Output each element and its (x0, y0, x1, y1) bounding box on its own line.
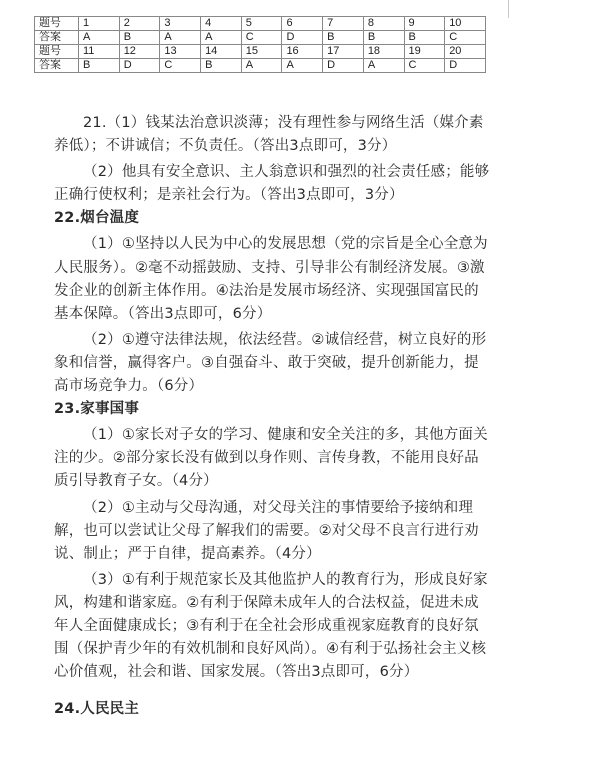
table-cell: D (119, 59, 160, 73)
row-label: 答案 (35, 59, 79, 73)
table-cell: 5 (241, 17, 282, 31)
answer-key-table (34, 16, 486, 73)
table-cell: 16 (282, 45, 323, 59)
table-cell: B (404, 31, 445, 45)
table-cell: A (201, 31, 242, 45)
table-cell: 2 (119, 17, 160, 31)
row-label: 题号 (35, 45, 79, 59)
page-edge-line (508, 0, 509, 18)
q22-part1: （1）①坚持以人民为中心的发展思想（党的宗旨是全心全意为人民服务）。②毫不动摇鼓励、支持、引导非公有制经济发展。③激发企业的创新主体作用。④法治是发展市场经济、实现强国富民的基本保障。（答出3点即可，6分） (54, 236, 488, 322)
table-row (35, 17, 486, 31)
table-cell: 19 (404, 45, 445, 59)
table-cell: 11 (79, 45, 120, 59)
q23-part2: （2）①主动与父母沟通，对父母关注的事情要给予接纳和理解，也可以尝试让父母了解我们的需要。②对父母不良言行进行劝说、制止；严于自律，提高素养。（4分） (54, 499, 479, 562)
table-cell: C (445, 31, 486, 45)
table-cell: 1 (79, 17, 120, 31)
table-row (35, 59, 486, 73)
table-cell: C (241, 31, 282, 45)
q21-part1: 21.（1）钱某法治意识淡薄；没有理性参与网络生活（媒介素养低）；不讲诚信；不负责任。（答出3点即可，3分） (54, 115, 484, 155)
table-cell: 3 (160, 17, 201, 31)
table-cell: 15 (241, 45, 282, 59)
row-label: 答案 (35, 31, 79, 45)
table-cell: 12 (119, 45, 160, 59)
q23-part1: （1）①家长对子女的学习、健康和安全关注的多，其他方面关注的少。②部分家长没有做到以身作则、言传身教，不能用良好品质引导教育子女。（4分） (54, 427, 488, 490)
table-cell: B (323, 31, 364, 45)
q22-part2: （2）①遵守法律法规，依法经营。②诚信经营，树立良好的形象和信誉，赢得客户。③自强奋斗、敢于突破，提升创新能力，提高市场竞争力。（6分） (54, 331, 487, 395)
table-cell: C (160, 59, 201, 73)
row-label: 题号 (35, 17, 79, 31)
table-cell: C (404, 59, 445, 73)
table-cell: 10 (445, 17, 486, 31)
q22-title: 22.烟台温度 (54, 210, 140, 227)
table-cell: 7 (323, 17, 364, 31)
table-cell: 13 (160, 45, 201, 59)
table-cell: B (119, 31, 160, 45)
table-cell: A (282, 59, 323, 73)
table-cell: 20 (445, 45, 486, 59)
table-cell: 4 (201, 17, 242, 31)
table-row (35, 31, 486, 45)
q21-part2: （2）他具有安全意识、主人翁意识和强烈的社会责任感；能够正确行使权利；是亲社会行为。（答出3点即可，3分） (54, 164, 490, 204)
table-cell: B (363, 31, 404, 45)
table-cell: D (282, 31, 323, 45)
table-cell: 17 (323, 45, 364, 59)
table-row (35, 45, 486, 59)
table-cell: A (160, 31, 201, 45)
table-cell: B (79, 59, 120, 73)
q24-title: 24.人民民主 (54, 701, 140, 718)
table-cell: 9 (404, 17, 445, 31)
table-cell: A (363, 59, 404, 73)
table-cell: D (445, 59, 486, 73)
table-cell: 18 (363, 45, 404, 59)
table-cell: A (241, 59, 282, 73)
table-cell: B (201, 59, 242, 73)
answer-content (54, 112, 490, 721)
table-cell: A (79, 31, 120, 45)
table-cell: 6 (282, 17, 323, 31)
table-cell: 8 (363, 17, 404, 31)
table-cell: 14 (201, 45, 242, 59)
q23-part3: （3）①有利于规范家长及其他监护人的教育行为，形成良好家风，构建和谐家庭。②有利于保障未成年人的合法权益，促进未成年人全面健康成长；③有利于在全社会形成重视家庭教育的良好氛围（保护青少年的有效机制和良好风尚）。④有利于弘扬社会主义核心价值观，社会和谐、国家发展。（答出3点即可，6分） (54, 571, 488, 681)
table-cell: D (323, 59, 364, 73)
q23-title: 23.家事国事 (54, 401, 140, 418)
